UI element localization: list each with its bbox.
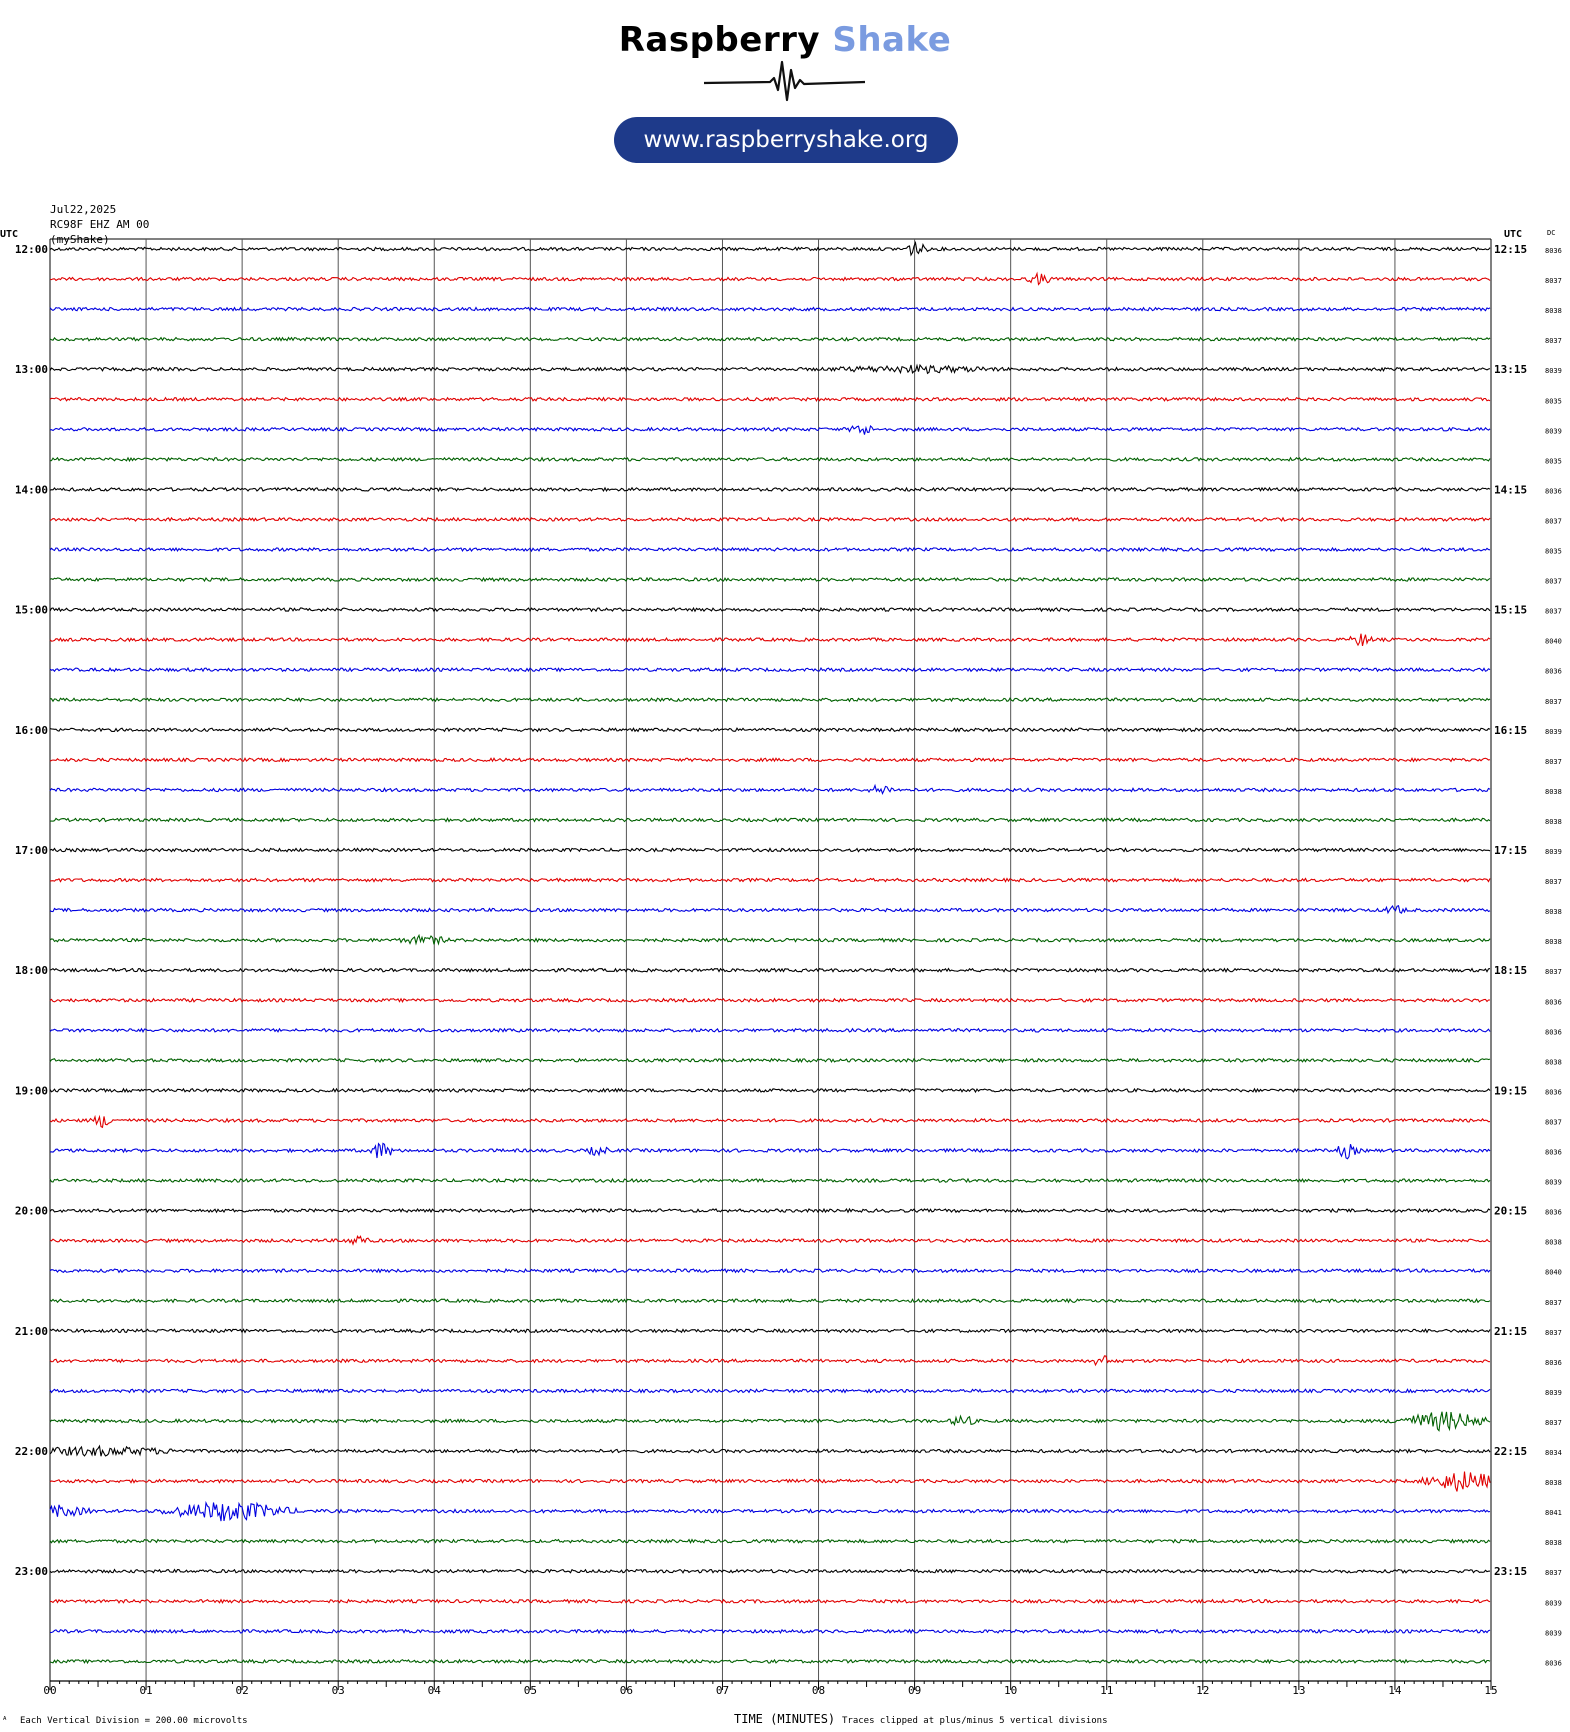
seismic-trace: [50, 1389, 1490, 1392]
dc-value: 8039: [1545, 1178, 1562, 1187]
seismic-trace: [50, 1143, 1490, 1158]
dc-value: 8038: [1545, 787, 1562, 796]
dc-value: 8039: [1545, 848, 1562, 856]
x-tick-label: 06: [619, 1684, 634, 1697]
seismic-trace: [50, 1059, 1490, 1062]
left-hour-label: 14:00: [14, 483, 48, 497]
seismic-trace: [50, 786, 1490, 794]
left-hour-label: 22:00: [14, 1445, 48, 1458]
left-utc-label: UTC: [0, 229, 19, 240]
right-hour-label: 17:15: [1494, 844, 1528, 857]
seismic-trace: [50, 1446, 1490, 1456]
right-hour-label: 20:15: [1494, 1204, 1528, 1218]
dc-value: 8040: [1545, 637, 1562, 646]
right-hour-label: 16:15: [1494, 723, 1528, 737]
x-tick-label: 14: [1388, 1684, 1402, 1697]
seismic-trace: [50, 728, 1490, 731]
right-utc-label: UTC: [1504, 229, 1523, 240]
dc-value: 8036: [1545, 998, 1562, 1007]
label-group: [0, 229, 1562, 1697]
x-tick-label: 12: [1196, 1684, 1210, 1697]
dc-value: 8039: [1545, 367, 1562, 376]
dc-value: 8038: [1545, 1058, 1562, 1067]
dc-value: 8038: [1545, 938, 1562, 947]
dc-value: 8035: [1545, 397, 1562, 406]
x-tick-label: 13: [1292, 1684, 1306, 1697]
seismic-trace: [50, 518, 1490, 521]
seismic-trace: [50, 1356, 1490, 1365]
dc-value: 8036: [1545, 247, 1562, 255]
dc-value: 8041: [1545, 1509, 1562, 1518]
seismic-trace: [50, 698, 1490, 701]
right-hour-label: 13:15: [1494, 363, 1528, 377]
seismic-trace: [50, 969, 1490, 972]
seismic-trace: [50, 1570, 1490, 1573]
seismic-trace: [50, 398, 1490, 401]
right-hour-label: 19:15: [1494, 1084, 1528, 1098]
right-hour-label: 23:15: [1494, 1565, 1528, 1579]
dc-value: 8039: [1545, 427, 1562, 436]
dc-value: 8037: [1545, 337, 1562, 346]
seismic-trace: [50, 308, 1490, 311]
minute-grid: [50, 239, 1491, 1690]
network-name: (myShake): [50, 233, 110, 246]
chart-date: Jul22,2025: [50, 203, 117, 216]
dc-header-label: DC: [1547, 229, 1556, 237]
seismic-trace: [50, 848, 1490, 851]
dc-value: 8036: [1545, 667, 1562, 676]
scale-note: Each Vertical Division = 200.00 microvolts: [20, 1716, 248, 1726]
seismic-trace: [50, 1209, 1490, 1212]
right-hour-label: 15:15: [1494, 603, 1528, 617]
seismic-trace: [50, 1269, 1490, 1272]
clip-note: Traces clipped at plus/minus 5 vertical divisions: [842, 1716, 1108, 1726]
seismic-trace: [50, 1630, 1490, 1633]
dc-value: 8038: [1545, 1238, 1562, 1247]
dc-value: 8039: [1545, 1599, 1562, 1608]
seismic-trace: [50, 365, 1490, 373]
right-hour-label: 14:15: [1494, 483, 1528, 497]
seismic-trace: [50, 1299, 1490, 1302]
left-hour-label: 13:00: [14, 363, 48, 377]
x-tick-label: 10: [1004, 1684, 1018, 1697]
seismic-trace: [50, 1600, 1490, 1603]
dc-value: 8035: [1545, 457, 1562, 466]
seismic-trace: [50, 906, 1490, 913]
dc-value: 8037: [1545, 1418, 1562, 1427]
seismic-trace: [50, 578, 1490, 581]
seismic-trace: [50, 488, 1490, 491]
x-tick-label: 15: [1484, 1684, 1498, 1697]
dc-value: 8039: [1545, 1388, 1562, 1397]
raspberry-shake-logo: [0, 0, 1570, 180]
dc-value: 8037: [1545, 878, 1562, 887]
dc-value: 8034: [1545, 1449, 1562, 1457]
x-tick-label: 05: [523, 1684, 537, 1697]
seismic-trace: [50, 1540, 1490, 1543]
x-tick-label: 03: [331, 1684, 345, 1697]
dc-value: 8037: [1545, 277, 1562, 286]
seismic-trace: [50, 338, 1490, 341]
left-hour-label: 15:00: [14, 603, 48, 617]
seismic-trace: [50, 1412, 1490, 1431]
x-tick-label: 00: [43, 1684, 57, 1697]
dc-value: 8036: [1545, 487, 1562, 496]
seismic-trace: [50, 426, 1490, 435]
dc-value: 8036: [1545, 1358, 1562, 1367]
seismic-trace: [50, 1329, 1490, 1332]
dc-value: 8037: [1545, 577, 1562, 586]
x-tick-label: 04: [427, 1684, 441, 1697]
seismic-trace: [50, 1236, 1490, 1244]
dc-value: 8036: [1545, 1148, 1562, 1157]
left-hour-label: 23:00: [14, 1565, 48, 1579]
seismic-trace: [50, 1660, 1490, 1663]
dc-value: 8037: [1545, 968, 1562, 977]
x-tick-label: 09: [907, 1684, 922, 1697]
dc-value: 8037: [1545, 607, 1562, 616]
right-hour-label: 21:15: [1494, 1324, 1528, 1338]
dc-value: 8038: [1545, 817, 1562, 826]
right-hour-label: 18:15: [1494, 964, 1528, 978]
right-hour-label: 12:15: [1494, 243, 1528, 256]
dc-value: 8037: [1545, 1569, 1562, 1578]
dc-value: 8040: [1545, 1268, 1562, 1277]
brand-word-raspberry: Raspberry: [618, 20, 821, 60]
seismic-trace: [50, 548, 1490, 551]
seismic-trace: [50, 999, 1490, 1002]
dc-value: 8037: [1545, 1328, 1562, 1337]
left-hour-label: 20:00: [14, 1204, 48, 1218]
dc-value: 8038: [1545, 1539, 1562, 1548]
seismic-trace: [50, 243, 1490, 255]
trace-group: [50, 243, 1490, 1663]
x-tick-label: 07: [715, 1684, 730, 1697]
seismic-trace: [50, 634, 1490, 646]
seismic-trace: [50, 668, 1490, 671]
dc-value: 8039: [1545, 1629, 1562, 1638]
seismic-trace: [50, 274, 1490, 285]
seismic-trace: [50, 458, 1490, 461]
seismic-trace: [50, 1029, 1490, 1032]
seismic-trace: [50, 1472, 1490, 1492]
seismic-trace: [50, 879, 1490, 882]
seismic-trace: [50, 1089, 1490, 1092]
dc-value: 8037: [1545, 1298, 1562, 1307]
left-hour-label: 17:00: [14, 844, 48, 857]
dc-value: 8036: [1545, 1659, 1562, 1668]
dc-value: 8039: [1545, 727, 1562, 736]
seismic-trace: [50, 818, 1490, 821]
seismograph-wave-icon: [0, 0, 1570, 110]
dc-value: 8038: [1545, 307, 1562, 316]
dc-value: 8035: [1545, 547, 1562, 556]
x-axis-title: TIME (MINUTES): [734, 1712, 836, 1726]
dc-value: 8038: [1545, 1479, 1562, 1488]
dc-value: 8037: [1545, 697, 1562, 706]
dc-value: 8037: [1545, 757, 1562, 766]
right-hour-label: 22:15: [1494, 1445, 1528, 1458]
x-tick-label: 11: [1100, 1684, 1114, 1697]
dc-value: 8036: [1545, 1088, 1562, 1097]
seismic-trace: [50, 608, 1490, 611]
left-hour-label: 19:00: [14, 1084, 48, 1098]
seismic-trace: [50, 758, 1490, 761]
dc-value: 8036: [1545, 1208, 1562, 1217]
seismic-trace: [50, 1503, 1490, 1522]
left-hour-label: 12:00: [14, 243, 48, 256]
left-hour-label: 21:00: [14, 1324, 48, 1338]
seismic-trace: [50, 935, 1490, 944]
dc-value: 8037: [1545, 1118, 1562, 1127]
website-url-pill[interactable]: www.raspberryshake.org: [614, 117, 958, 163]
x-tick-label: 01: [139, 1684, 153, 1697]
seismic-trace: [50, 1179, 1490, 1182]
left-hour-label: 18:00: [14, 964, 48, 978]
footer-mark: ᴬ: [2, 1716, 8, 1726]
dc-value: 8038: [1545, 908, 1562, 917]
brand-word-shake: Shake: [832, 20, 952, 60]
dc-value: 8036: [1545, 1028, 1562, 1037]
seismic-trace: [50, 1116, 1490, 1127]
station-code: RC98F EHZ AM 00: [50, 218, 150, 231]
x-tick-label: 02: [235, 1684, 249, 1697]
left-hour-label: 16:00: [14, 723, 48, 737]
dc-value: 8037: [1545, 517, 1562, 526]
x-tick-label: 08: [811, 1684, 826, 1697]
